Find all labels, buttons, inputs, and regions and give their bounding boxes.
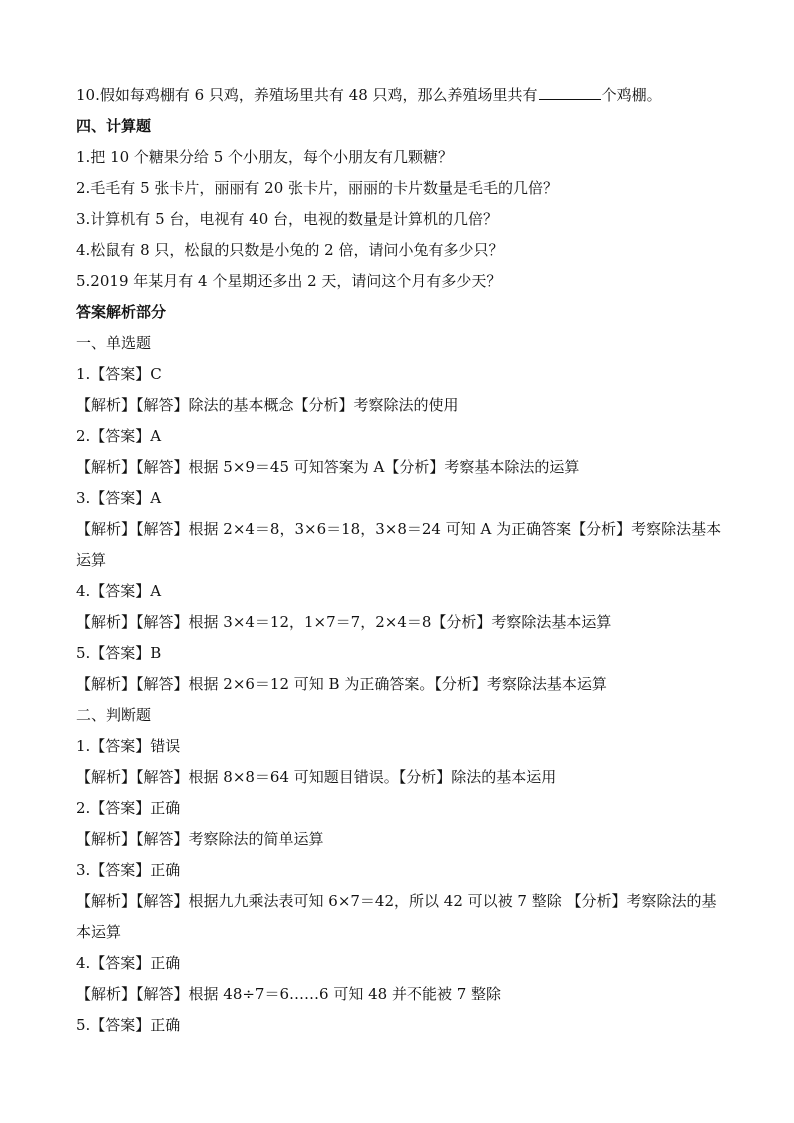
single-answer-3: 3.【答案】A [76, 489, 162, 507]
calc-question-1: 1.把 10 个糖果分给 5 个小朋友，每个小朋友有几颗糖？ [76, 148, 454, 166]
question-10-suffix: 个鸡棚。 [601, 86, 662, 104]
calc-question-4: 4.松鼠有 8 只，松鼠的只数是小兔的 2 倍，请问小兔有多少只？ [76, 241, 504, 259]
calc-question-5: 5.2019 年某月有 4 个星期还多出 2 天，请问这个月有多少天？ [76, 272, 502, 290]
judge-analysis-4: 【解析】【解答】根据 48÷7＝6……6 可知 48 并不能被 7 整除 [76, 985, 502, 1003]
single-answer-5: 5.【答案】B [76, 644, 162, 662]
judge-answer-4: 4.【答案】正确 [76, 954, 181, 972]
judge-answer-2: 2.【答案】正确 [76, 799, 181, 817]
calc-question-3: 3.计算机有 5 台，电视有 40 台，电视的数量是计算机的几倍？ [76, 210, 499, 228]
single-answer-1: 1.【答案】C [76, 365, 162, 383]
single-answer-2: 2.【答案】A [76, 427, 162, 445]
judge-analysis-2: 【解析】【解答】考察除法的简单运算 [76, 830, 324, 848]
section-calc-title: 四、计算题 [76, 117, 152, 135]
judge-answer-5: 5.【答案】正确 [76, 1016, 181, 1034]
single-answer-4: 4.【答案】A [76, 582, 162, 600]
single-analysis-3: 【解析】【解答】根据 2×4＝8，3×6＝18，3×8＝24 可知 A 为正确答案【分析】考察除法基本运算 [76, 520, 722, 569]
judge-analysis-3: 【解析】【解答】根据九九乘法表可知 6×7＝42，所以 42 可以被 7 整除 【分析】考察除法的基本运算 [76, 892, 717, 941]
judge-answer-1: 1.【答案】错误 [76, 737, 181, 755]
answers-title: 答案解析部分 [76, 303, 167, 321]
single-analysis-4: 【解析】【解答】根据 3×4＝12，1×7＝7，2×4＝8【分析】考察除法基本运算 [76, 613, 612, 631]
document-page [76, 80, 726, 1041]
single-analysis-1: 【解析】【解答】除法的基本概念【分析】考察除法的使用 [76, 396, 459, 414]
single-analysis-5: 【解析】【解答】根据 2×6＝12 可知 B 为正确答案。【分析】考察除法基本运算 [76, 675, 607, 693]
judge-analysis-1: 【解析】【解答】根据 8×8＝64 可知题目错误。【分析】除法的基本运用 [76, 768, 557, 786]
calc-question-2: 2.毛毛有 5 张卡片，丽丽有 20 张卡片，丽丽的卡片数量是毛毛的几倍？ [76, 179, 559, 197]
answer-blank[interactable] [539, 84, 601, 100]
section-judge-title: 二、判断题 [76, 706, 152, 724]
single-analysis-2: 【解析】【解答】根据 5×9＝45 可知答案为 A【分析】考察基本除法的运算 [76, 458, 580, 476]
question-10 [76, 80, 726, 111]
question-10-text: 10.假如每鸡棚有 6 只鸡，养殖场里共有 48 只鸡，那么养殖场里共有 [76, 86, 538, 104]
section-single-title: 一、单选题 [76, 334, 152, 352]
judge-answer-3: 3.【答案】正确 [76, 861, 181, 879]
